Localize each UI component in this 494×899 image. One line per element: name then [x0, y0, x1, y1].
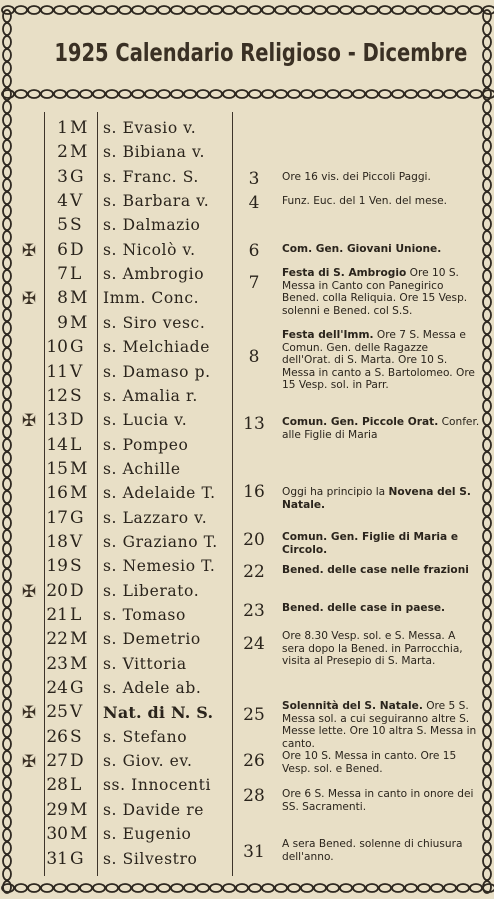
chain-link	[405, 90, 417, 98]
chain-link	[132, 6, 144, 14]
weekday-letter: L	[70, 775, 82, 796]
chain-link	[3, 49, 11, 61]
event-day: 3	[248, 169, 260, 189]
saint-name: Imm. Conc.	[103, 289, 200, 308]
chain-link	[483, 49, 491, 61]
weekday-letter: G	[70, 166, 84, 187]
chain-link	[288, 6, 300, 14]
day-number: 25	[46, 702, 68, 723]
event-text	[282, 700, 480, 750]
weekday-letter: M	[70, 458, 88, 479]
event-day: 24	[243, 634, 265, 654]
day-number: 22	[46, 629, 68, 650]
event-text	[282, 602, 480, 615]
chain-link	[184, 6, 196, 14]
chain-link	[236, 90, 248, 98]
chain-link	[405, 884, 417, 892]
event-text	[282, 486, 480, 511]
chain-link	[301, 90, 313, 98]
chain-link	[314, 6, 326, 14]
chain-link	[80, 884, 92, 892]
chain-link	[288, 884, 300, 892]
saint-name: s. Adele ab.	[103, 679, 202, 698]
chain-link	[379, 884, 391, 892]
day-number: 10	[46, 337, 68, 358]
chain-link	[41, 90, 53, 98]
saint-name: s. Ambrogio	[103, 265, 205, 284]
event-text	[282, 750, 480, 775]
weekday-letter: S	[70, 556, 82, 577]
chain-link	[418, 90, 430, 98]
saint-name: s. Bibiana v.	[103, 143, 206, 162]
chain-link	[67, 90, 79, 98]
chain-link	[249, 884, 261, 892]
event-text	[282, 267, 480, 317]
chain-link	[301, 6, 313, 14]
chain-link	[483, 62, 491, 74]
weekday-letter: V	[70, 702, 83, 723]
chain-link	[470, 6, 482, 14]
event-text	[282, 564, 480, 577]
day-number: 18	[46, 531, 68, 552]
weekday-letter: V	[70, 191, 83, 212]
chain-link	[28, 884, 40, 892]
chain-link	[106, 90, 118, 98]
saint-name: s. Lazzaro v.	[103, 508, 208, 527]
day-number: 8	[57, 288, 68, 309]
weekday-letter: D	[70, 410, 84, 431]
day-number: 19	[46, 556, 68, 577]
saint-name: s. Adelaide T.	[103, 484, 216, 503]
saint-name: s. Tomaso	[103, 606, 186, 624]
weekday-letter: S	[70, 726, 82, 747]
chain-link	[314, 90, 326, 98]
event-detail: Oggi ha principio la	[282, 486, 389, 498]
chain-link	[28, 6, 40, 14]
chain-link	[483, 36, 491, 48]
saint-name: s. Achille	[103, 459, 181, 478]
chain-link	[392, 884, 404, 892]
event-day: 28	[243, 786, 265, 806]
chain-link	[132, 90, 144, 98]
event-text	[282, 243, 480, 256]
chain-link	[3, 23, 11, 35]
day-number: 15	[46, 458, 68, 479]
weekday-letter: M	[70, 653, 88, 674]
chain-link	[353, 884, 365, 892]
saint-name: s. Evasio v.	[103, 119, 197, 137]
chain-link	[184, 90, 196, 98]
chain-link	[340, 884, 352, 892]
event-day: 25	[243, 705, 265, 725]
event-detail: Ore 5 S. Messa sol. a cui seguiranno altre S. Messe lette. Ore 10 altra S. Messa in canto.	[282, 700, 477, 750]
chain-link	[236, 884, 248, 892]
saint-name: s. Lucia v.	[103, 411, 188, 430]
chain-link	[340, 90, 352, 98]
day-number: 17	[46, 507, 68, 528]
chain-link	[340, 6, 352, 14]
day-number: 7	[57, 264, 68, 285]
chain-link	[106, 884, 118, 892]
event-detail: Ore 7 S. Messa e Comun. Gen. delle Ragazze dell'Orat. di S. Marta. Ore 10 S. Messa in canto a S. Bartolomeo. Ore 15 Vesp. sol. in Parr.	[282, 329, 475, 392]
chain-link	[275, 884, 287, 892]
day-number: 5	[57, 215, 68, 236]
chain-link	[418, 6, 430, 14]
day-row	[0, 116, 494, 141]
event-day: 8	[248, 347, 260, 367]
chain-link	[470, 90, 482, 98]
event-lead: Com. Gen. Giovani Unione.	[282, 243, 442, 255]
chain-link	[275, 6, 287, 14]
chain-link	[249, 90, 261, 98]
chain-link	[431, 6, 443, 14]
day-number: 21	[46, 605, 68, 625]
weekday-letter: M	[70, 799, 88, 820]
saint-name: s. Siro vesc.	[103, 313, 206, 332]
chain-link	[262, 90, 274, 98]
weekday-letter: M	[70, 483, 88, 504]
event-detail: Ore 8.30 Vesp. sol. e S. Messa. A sera dopo la Bened. in Parrocchia, visita al Presepio di S. Marta.	[282, 630, 463, 668]
day-number: 4	[57, 191, 68, 212]
chain-link	[197, 884, 209, 892]
event-lead: Festa dell'Imm.	[282, 329, 374, 341]
cross-icon: ✠	[21, 411, 37, 432]
chain-link	[288, 90, 300, 98]
chain-link	[249, 6, 261, 14]
chain-link	[379, 6, 391, 14]
chain-link	[158, 884, 170, 892]
chain-link	[431, 90, 443, 98]
saint-name: ss. Innocenti	[103, 776, 212, 795]
weekday-letter: L	[70, 605, 82, 625]
chain-link	[3, 101, 11, 113]
chain-link	[223, 884, 235, 892]
day-number: 11	[46, 361, 68, 382]
day-number: 23	[46, 653, 68, 674]
chain-link	[223, 6, 235, 14]
weekday-letter: G	[70, 678, 84, 699]
chain-link	[379, 90, 391, 98]
chain-link	[119, 90, 131, 98]
event-day: 26	[243, 751, 265, 771]
cross-icon: ✠	[21, 581, 37, 602]
day-number: 31	[46, 848, 68, 869]
weekday-letter: S	[70, 385, 82, 406]
chain-link	[28, 90, 40, 98]
day-number: 28	[46, 775, 68, 796]
weekday-letter: D	[70, 239, 84, 260]
chain-link	[483, 101, 491, 113]
saint-name: s. Amalia r.	[103, 386, 198, 405]
chain-link	[119, 6, 131, 14]
chain-link	[3, 62, 11, 74]
saint-name: s. Davide re	[103, 800, 204, 819]
chain-link	[145, 90, 157, 98]
weekday-letter: M	[70, 142, 88, 163]
saint-name: s. Franc. S.	[103, 167, 199, 186]
saint-name: s. Nicolò v.	[103, 240, 196, 259]
saint-name: Nat. di N. S.	[103, 703, 214, 723]
chain-link	[171, 884, 183, 892]
chain-link	[41, 884, 53, 892]
event-day: 6	[248, 241, 260, 261]
chain-link	[418, 884, 430, 892]
event-day: 20	[243, 530, 265, 550]
day-number: 30	[46, 824, 68, 845]
cross-icon: ✠	[21, 703, 37, 724]
event-text	[282, 531, 480, 556]
saint-name: s. Barbara v.	[103, 192, 210, 211]
chain-link	[93, 6, 105, 14]
saint-name: s. Nemesio T.	[103, 557, 216, 576]
weekday-letter: V	[70, 531, 83, 552]
chain-link	[197, 6, 209, 14]
chain-link	[145, 884, 157, 892]
chain-link	[15, 884, 27, 892]
weekday-letter: M	[70, 118, 88, 138]
chain-link	[444, 6, 456, 14]
chain-link	[119, 884, 131, 892]
chain-link	[366, 6, 378, 14]
day-number: 6	[57, 239, 68, 260]
day-number: 9	[57, 312, 68, 333]
event-text	[282, 416, 480, 441]
day-number: 27	[46, 751, 68, 772]
chain-link	[392, 90, 404, 98]
event-text	[282, 329, 480, 392]
event-lead: Comun. Gen. Figlie di Maria e Circolo.	[282, 531, 459, 556]
weekday-letter: L	[70, 264, 82, 285]
chain-link	[483, 23, 491, 35]
chain-link	[366, 884, 378, 892]
day-row	[0, 676, 494, 701]
chain-link	[236, 6, 248, 14]
event-lead: Bened. delle case nelle frazioni	[282, 564, 469, 576]
chain-link	[327, 6, 339, 14]
saint-name: s. Pompeo	[103, 435, 189, 454]
chain-link	[301, 884, 313, 892]
event-day: 4	[248, 193, 260, 213]
chain-link	[483, 90, 494, 98]
event-lead: Festa di S. Ambrogio	[282, 267, 407, 279]
chain-link	[457, 90, 469, 98]
event-lead: Solennità del S. Natale.	[282, 700, 423, 712]
day-number: 1	[57, 118, 68, 138]
weekday-letter: M	[70, 824, 88, 845]
day-row	[0, 213, 494, 238]
chain-link	[457, 6, 469, 14]
day-number: 20	[46, 580, 68, 601]
chain-link	[444, 90, 456, 98]
chain-link	[353, 90, 365, 98]
weekday-letter: D	[70, 751, 84, 772]
chain-link	[54, 6, 66, 14]
chain-link	[210, 90, 222, 98]
chain-link	[275, 90, 287, 98]
chain-link	[470, 884, 482, 892]
event-day: 7	[248, 273, 260, 293]
chain-link	[210, 6, 222, 14]
weekday-letter: D	[70, 580, 84, 601]
chain-link	[327, 884, 339, 892]
chain-link	[15, 90, 27, 98]
event-day: 22	[243, 562, 265, 582]
event-tail: Novena del S. Natale.	[282, 486, 471, 511]
saint-name: s. Giov. ev.	[103, 752, 193, 771]
weekday-letter: G	[70, 337, 84, 358]
weekday-letter: G	[70, 848, 84, 869]
column-rule	[44, 112, 45, 876]
event-lead: Bened. delle case in paese.	[282, 602, 446, 614]
chain-link	[15, 6, 27, 14]
chain-link	[210, 884, 222, 892]
event-text	[282, 788, 480, 813]
cross-icon: ✠	[21, 752, 37, 773]
chain-link	[483, 10, 491, 22]
weekday-letter: M	[70, 288, 88, 309]
day-number: 29	[46, 799, 68, 820]
column-rule	[232, 112, 233, 876]
saint-name: s. Vittoria	[103, 654, 187, 673]
cross-icon: ✠	[21, 240, 37, 261]
chain-link	[67, 6, 79, 14]
weekday-letter: V	[70, 361, 83, 382]
chain-link	[444, 884, 456, 892]
chain-link	[431, 884, 443, 892]
weekday-letter: S	[70, 215, 82, 236]
saint-name: s. Liberato.	[103, 581, 200, 600]
chain-link	[41, 6, 53, 14]
chain-link	[314, 884, 326, 892]
chain-link	[392, 6, 404, 14]
chain-link	[3, 36, 11, 48]
chain-link	[197, 90, 209, 98]
chain-link	[132, 884, 144, 892]
saint-name: s. Damaso p.	[103, 362, 211, 381]
chain-link	[80, 6, 92, 14]
event-text	[282, 195, 480, 208]
chain-link	[67, 884, 79, 892]
event-detail: Ore 16 vis. dei Piccoli Paggi.	[282, 171, 431, 183]
page-title: 1925 Calendario Religioso - Dicembre	[54, 38, 468, 67]
weekday-letter: L	[70, 434, 82, 455]
day-number: 3	[57, 166, 68, 187]
chain-link	[158, 90, 170, 98]
saint-name: s. Eugenio	[103, 825, 192, 844]
cross-icon: ✠	[21, 289, 37, 310]
chain-link	[223, 90, 235, 98]
chain-link	[158, 6, 170, 14]
chain-link	[327, 90, 339, 98]
weekday-letter: M	[70, 312, 88, 333]
day-row	[0, 579, 494, 604]
chain-link	[93, 884, 105, 892]
day-row	[0, 140, 494, 165]
day-number: 12	[46, 385, 68, 406]
event-detail: Funz. Euc. del 1 Ven. del mese.	[282, 195, 448, 207]
chain-link	[353, 6, 365, 14]
event-detail: Ore 10 S. Messa in canto. Ore 15 Vesp. sol. e Bened.	[282, 750, 457, 775]
weekday-letter: M	[70, 629, 88, 650]
saint-name: s. Graziano T.	[103, 532, 218, 551]
chain-link	[262, 6, 274, 14]
event-day: 16	[243, 482, 265, 502]
event-text	[282, 838, 480, 863]
weekday-letter: G	[70, 507, 84, 528]
day-number: 2	[57, 142, 68, 163]
event-day: 23	[243, 601, 265, 621]
day-row	[0, 457, 494, 482]
day-number: 24	[46, 678, 68, 699]
event-detail: Ore 6 S. Messa in canto in onore dei SS. Sacramenti.	[282, 788, 474, 813]
saint-name: s. Melchiade	[103, 338, 210, 357]
chain-link	[80, 90, 92, 98]
chain-link	[483, 75, 491, 87]
chain-link	[3, 10, 11, 22]
day-number: 26	[46, 726, 68, 747]
event-detail: Confer. alle Figlie di Maria	[282, 416, 480, 441]
event-detail: A sera Bened. solenne di chiusura dell'anno.	[282, 838, 463, 863]
day-number: 14	[46, 434, 68, 455]
event-detail: Ore 10 S. Messa in Canto con Panegirico Bened. colla Reliquia. Ore 15 Vesp. solenni e Bened. col S.S.	[282, 267, 468, 317]
chain-link	[54, 884, 66, 892]
chain-link	[145, 6, 157, 14]
column-rule	[97, 112, 98, 876]
event-text	[282, 630, 480, 668]
saint-name: s. Dalmazio	[103, 216, 201, 235]
chain-link	[457, 884, 469, 892]
chain-link	[366, 90, 378, 98]
chain-link	[262, 884, 274, 892]
day-number: 16	[46, 483, 68, 504]
event-lead: Comun. Gen. Piccole Orat.	[282, 416, 439, 428]
saint-name: s. Silvestro	[103, 849, 198, 868]
event-day: 31	[243, 842, 265, 862]
chain-link	[184, 884, 196, 892]
event-text	[282, 171, 480, 184]
saint-name: s. Stefano	[103, 727, 188, 746]
day-number: 13	[46, 410, 68, 431]
chain-link	[3, 75, 11, 87]
saint-name: s. Demetrio	[103, 630, 201, 649]
event-day: 13	[243, 414, 265, 434]
chain-link	[405, 6, 417, 14]
chain-link	[93, 90, 105, 98]
chain-link	[171, 90, 183, 98]
chain-link	[171, 6, 183, 14]
chain-link	[106, 6, 118, 14]
chain-link	[54, 90, 66, 98]
